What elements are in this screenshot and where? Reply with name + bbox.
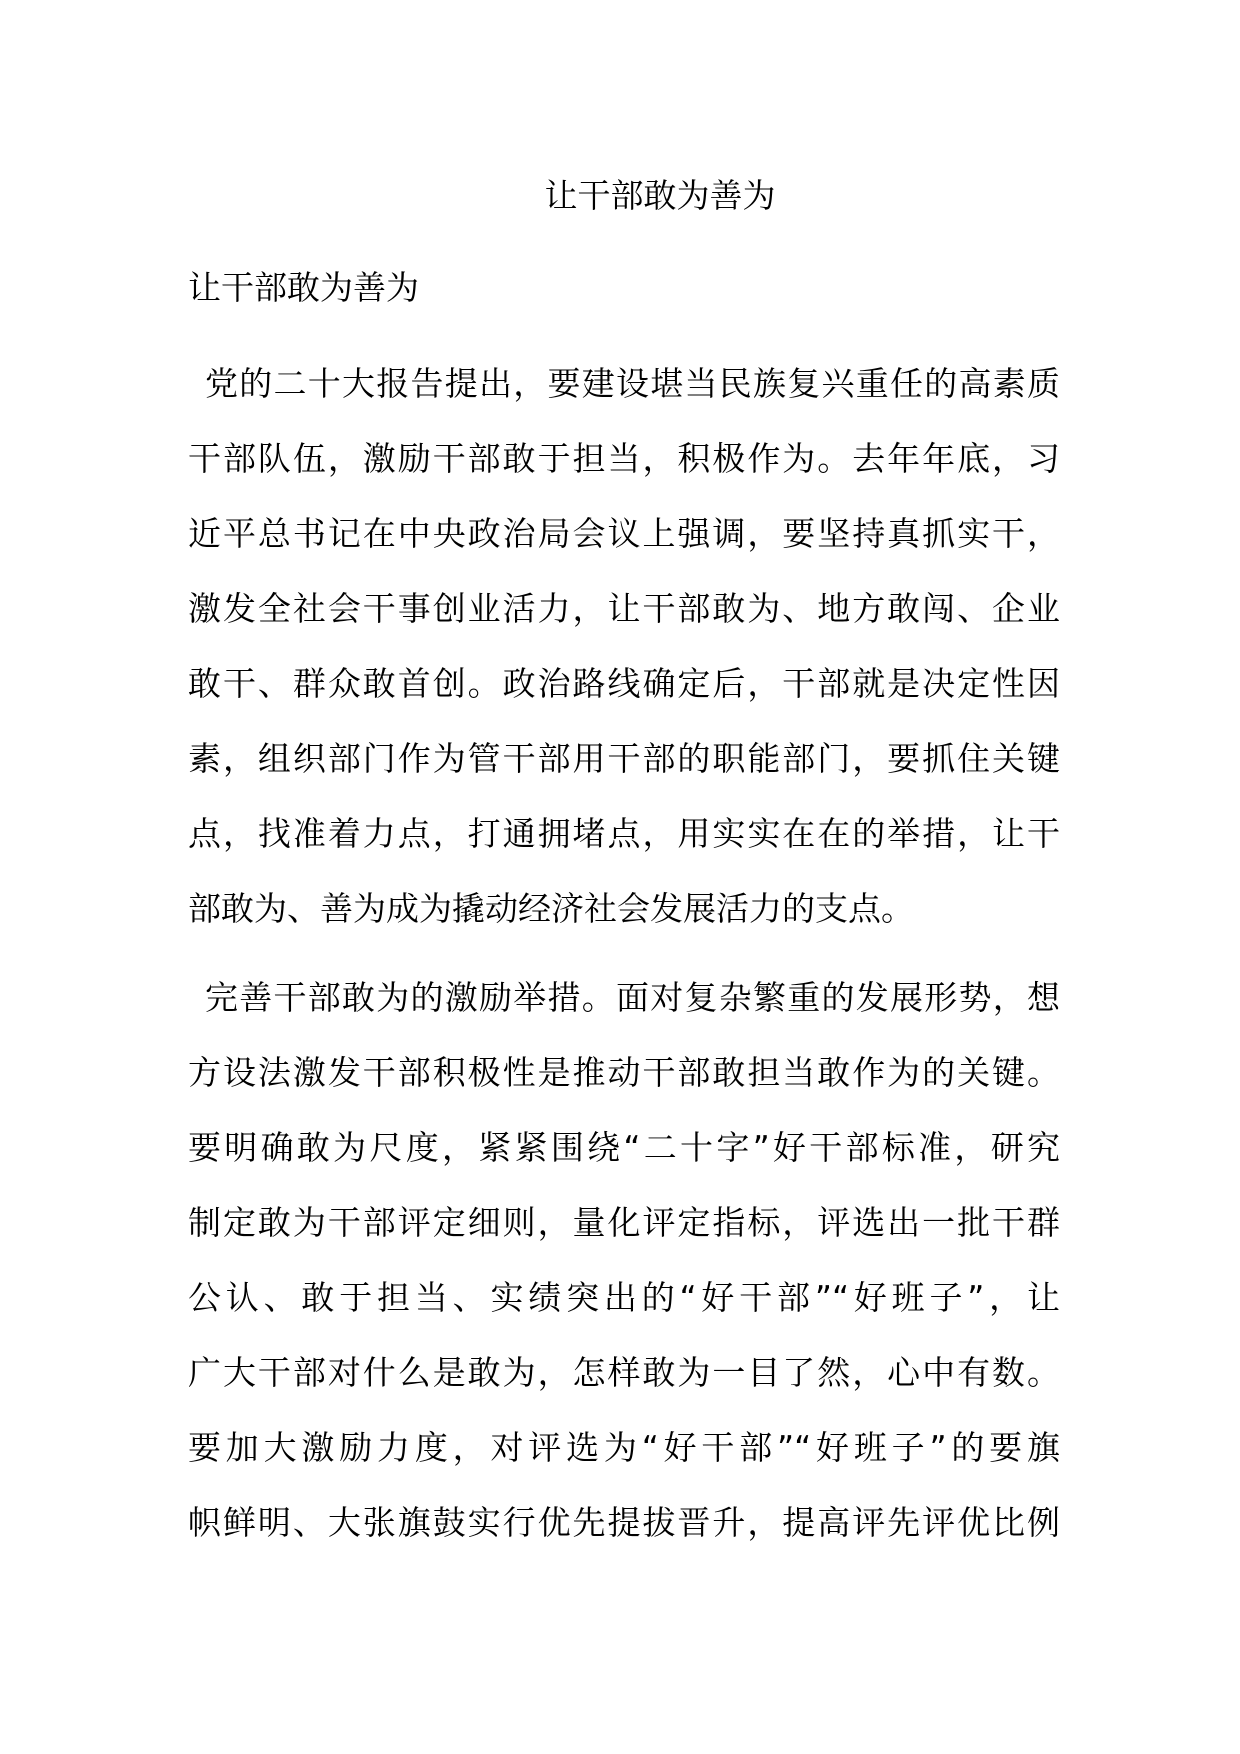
paragraph-line: 帜鲜明、大张旗鼓实行优先提拔晋升，提高评先评优比例 (188, 1503, 1060, 1542)
document-subtitle: 让干部敢为善为 (188, 268, 419, 307)
paragraph-line: 方设法激发干部积极性是推动干部敢担当敢作为的关键。 (188, 1053, 1060, 1092)
paragraph-line: 党的二十大报告提出，要建设堪当民族复兴重任的高素质 (205, 364, 1060, 403)
paragraph-line: 素，组织部门作为管干部用干部的职能部门，要抓住关键 (188, 739, 1060, 778)
paragraph-line: 激发全社会干事创业活力，让干部敢为、地方敢闯、企业 (188, 589, 1060, 628)
paragraph-line: 要明确敢为尺度，紧紧围绕“二十字”好干部标准，研究 (188, 1128, 1060, 1167)
document-title: 让干部敢为善为 (544, 176, 776, 215)
paragraph-line: 公认、敢于担当、实绩突出的“好干部”“好班子”，让 (188, 1278, 1060, 1317)
paragraph-line: 要加大激励力度，对评选为“好干部”“好班子”的要旗 (188, 1428, 1060, 1467)
paragraph-line: 干部队伍，激励干部敢于担当，积极作为。去年年底，习 (188, 439, 1060, 478)
paragraph-line: 完善干部敢为的激励举措。面对复杂繁重的发展形势，想 (205, 978, 1060, 1017)
paragraph-line: 制定敢为干部评定细则，量化评定指标，评选出一批干群 (188, 1203, 1060, 1242)
paragraph-line: 广大干部对什么是敢为，怎样敢为一目了然，心中有数。 (188, 1353, 1060, 1392)
paragraph-line: 敢干、群众敢首创。政治路线确定后，干部就是决定性因 (188, 664, 1060, 703)
paragraph-line: 近平总书记在中央政治局会议上强调，要坚持真抓实干， (188, 514, 1060, 553)
paragraph-1 (188, 346, 1060, 946)
paragraph-2 (188, 960, 1060, 1560)
paragraph-line: 点，找准着力点，打通拥堵点，用实实在在的举措，让干 (188, 814, 1060, 853)
paragraph-line: 部敢为、善为成为撬动经济社会发展活力的支点。 (188, 889, 914, 928)
